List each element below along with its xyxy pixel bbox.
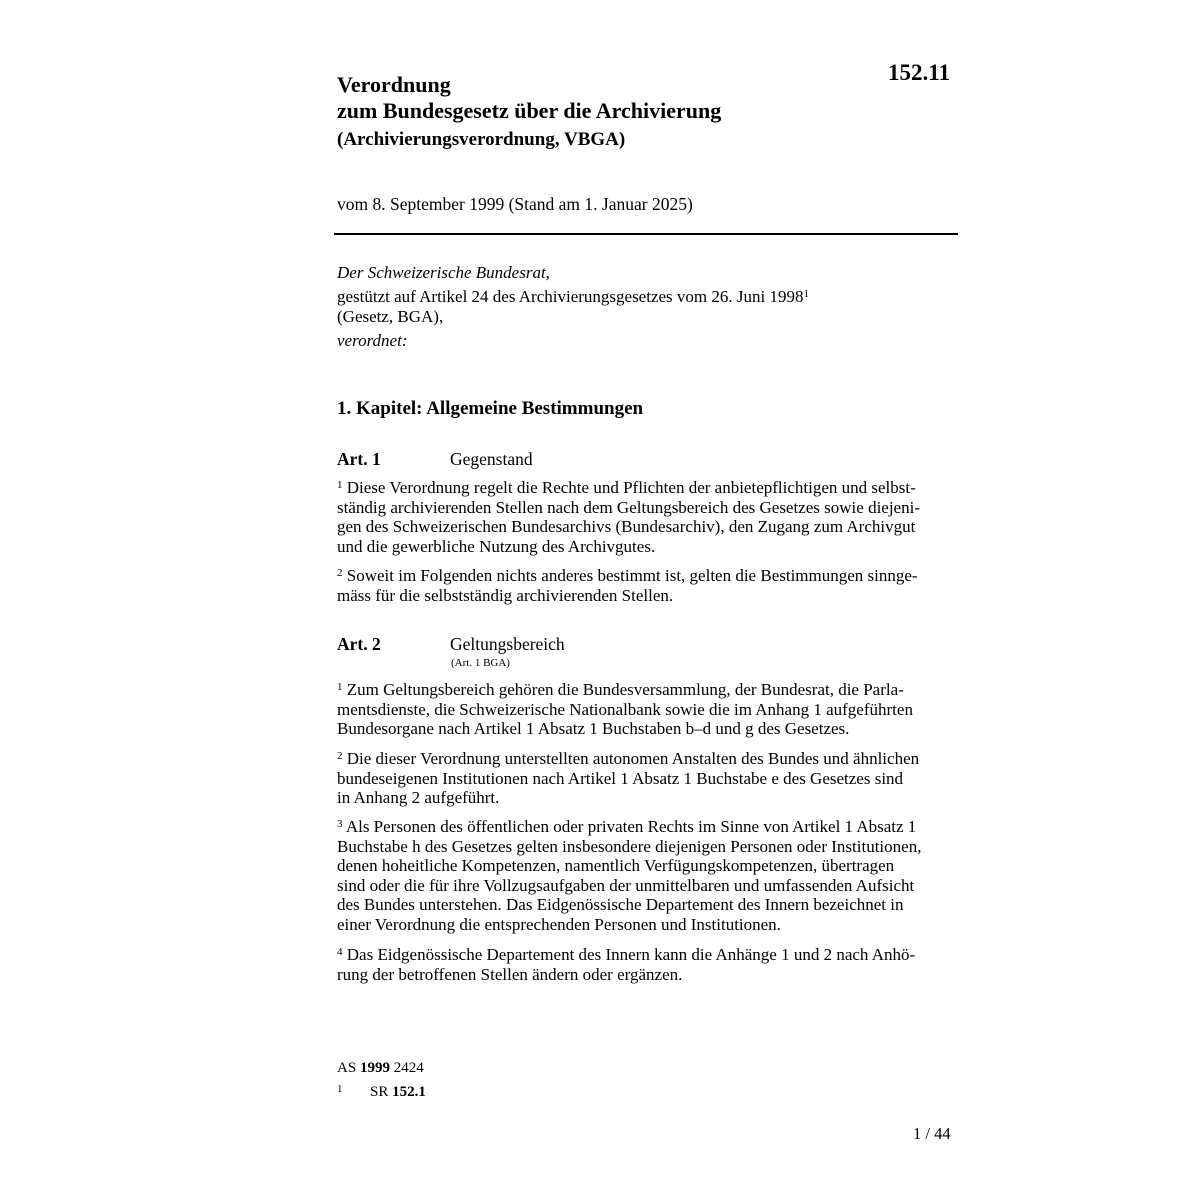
text-segment (337, 566, 918, 586)
paragraph-mark: 4 (337, 946, 343, 958)
text-line: mäss für die selbstständig archivierenden Stellen. (337, 585, 674, 605)
text-line: mentsdienste, die Schweizerische Nationalbank sowie die im Anhang 1 aufgeführten (337, 699, 913, 719)
footnote-prefix: SR (370, 1084, 389, 1100)
paragraph-mark: 3 (337, 818, 343, 830)
as-page: 2424 (393, 1060, 424, 1076)
text-line-content: Diese Verordnung regelt die Rechte und Pflichten der anbietepflichtigen und selbst- (346, 478, 916, 497)
title-short: (Archivierungsverordnung, VBGA) (337, 129, 626, 150)
sr-number: 152.11 (888, 60, 950, 85)
text-line-content: Als Personen des öffentlichen oder privaten Rechts im Sinne von Artikel 1 Absatz 1 (345, 817, 917, 836)
document-title (337, 72, 721, 152)
text-segment (337, 817, 916, 837)
paragraph-mark: 1 (337, 681, 343, 693)
date-line: vom 8. September 1999 (Stand am 1. Januar 2025) (337, 194, 693, 214)
title-line-1: Verordnung (337, 72, 451, 97)
article-title: Geltungsbereich (450, 634, 565, 654)
article-number: Art. 1 (337, 449, 381, 469)
text-line (337, 566, 954, 586)
text-line: Bundesorgane nach Artikel 1 Absatz 1 Buchstaben b–d und g des Gesetzes. (337, 719, 850, 739)
text-line-content: Soweit im Folgenden nichts anderes bestimmt ist, gelten die Bestimmungen sinnge- (346, 566, 918, 585)
preamble-basis-line-2: (Gesetz, BGA), (337, 307, 444, 326)
text-line: und die gewerbliche Nutzung des Archivgutes. (337, 536, 656, 556)
title-line-2: zum Bundesgesetz über die Archivierung (337, 98, 722, 123)
article-2-paragraph-4 (337, 945, 954, 984)
preamble (337, 263, 809, 351)
text-line (337, 680, 954, 700)
text-line: sind oder die für ihre Vollzugsaufgaben der unmittelbaren und umfassenden Aufsicht (337, 875, 915, 895)
paragraph-mark: 2 (337, 750, 343, 762)
text-segment (337, 749, 919, 769)
text-segment (337, 945, 915, 965)
article-1-heading (337, 449, 533, 470)
footnote-1 (337, 1079, 426, 1103)
as-prefix: AS (337, 1060, 357, 1076)
paragraph-mark: 1 (337, 479, 343, 491)
article-2-heading (337, 634, 565, 655)
article-2-paragraph-1 (337, 680, 954, 739)
text-line (337, 478, 954, 498)
text-line: bundeseigenen Institutionen nach Artikel 1 Absatz 1 Buchstabe e des Gesetzes sind (337, 768, 904, 788)
chapter-heading: 1. Kapitel: Allgemeine Bestimmungen (337, 398, 644, 419)
text-line-content: Das Eidgenössische Departement des Innern kann die Anhänge 1 und 2 nach Anhö- (346, 945, 916, 964)
text-line (337, 749, 954, 769)
text-line: ständig archivierenden Stellen nach dem Geltungsbereich des Gesetzes sowie diejeni- (337, 497, 920, 517)
footnote-mark: 1 (337, 1083, 343, 1095)
text-line (337, 817, 954, 837)
article-number: Art. 2 (337, 634, 381, 654)
text-line: des Bundes unterstehen. Das Eidgenössische Departement des Innern bezeichnet in (337, 895, 904, 915)
footnote-ref-1[interactable]: 1 (803, 288, 809, 300)
preamble-basis-text: gestützt auf Artikel 24 des Archivierungsgesetzes vom 26. Juni 1998 (337, 287, 804, 306)
text-line: Buchstabe h des Gesetzes gelten insbesondere diejenigen Personen oder Institutionen, (337, 836, 922, 856)
footnote-ref: 152.1 (392, 1084, 426, 1100)
page-number: 1 / 44 (913, 1124, 951, 1143)
article-1-paragraph-2 (337, 566, 954, 605)
header-divider (334, 233, 958, 235)
text-line: in Anhang 2 aufgeführt. (337, 788, 500, 808)
article-2-paragraph-2 (337, 749, 954, 808)
footnotes (337, 1058, 426, 1103)
text-line (337, 945, 954, 965)
text-line: denen hoheitliche Kompetenzen, namentlich Verfügungskompetenzen, übertragen (337, 856, 895, 876)
preamble-basis-line-1 (337, 287, 809, 307)
preamble-authority: Der Schweizerische Bundesrat, (337, 263, 550, 282)
article-1-paragraph-1 (337, 478, 954, 556)
article-2-reference: (Art. 1 BGA) (451, 657, 510, 669)
as-year: 1999 (359, 1060, 390, 1076)
official-collection-ref (337, 1058, 426, 1079)
paragraph-mark: 2 (337, 567, 343, 579)
text-line: gen des Schweizerischen Bundesarchivs (Bundesarchiv), den Zugang zum Archivgut (337, 517, 916, 537)
text-segment (337, 478, 916, 498)
preamble-decree: verordnet: (337, 331, 408, 350)
article-title: Gegenstand (450, 449, 533, 469)
text-line: einer Verordnung die entsprechenden Personen und Institutionen. (337, 914, 781, 934)
text-line-content: Zum Geltungsbereich gehören die Bundesversammlung, der Bundesrat, die Parla- (346, 680, 904, 699)
text-segment (337, 680, 904, 700)
text-line: rung der betroffenen Stellen ändern oder ergänzen. (337, 964, 683, 984)
article-2-paragraph-3 (337, 817, 954, 935)
text-line-content: Die dieser Verordnung unterstellten autonomen Anstalten des Bundes und ähnlichen (346, 749, 920, 768)
